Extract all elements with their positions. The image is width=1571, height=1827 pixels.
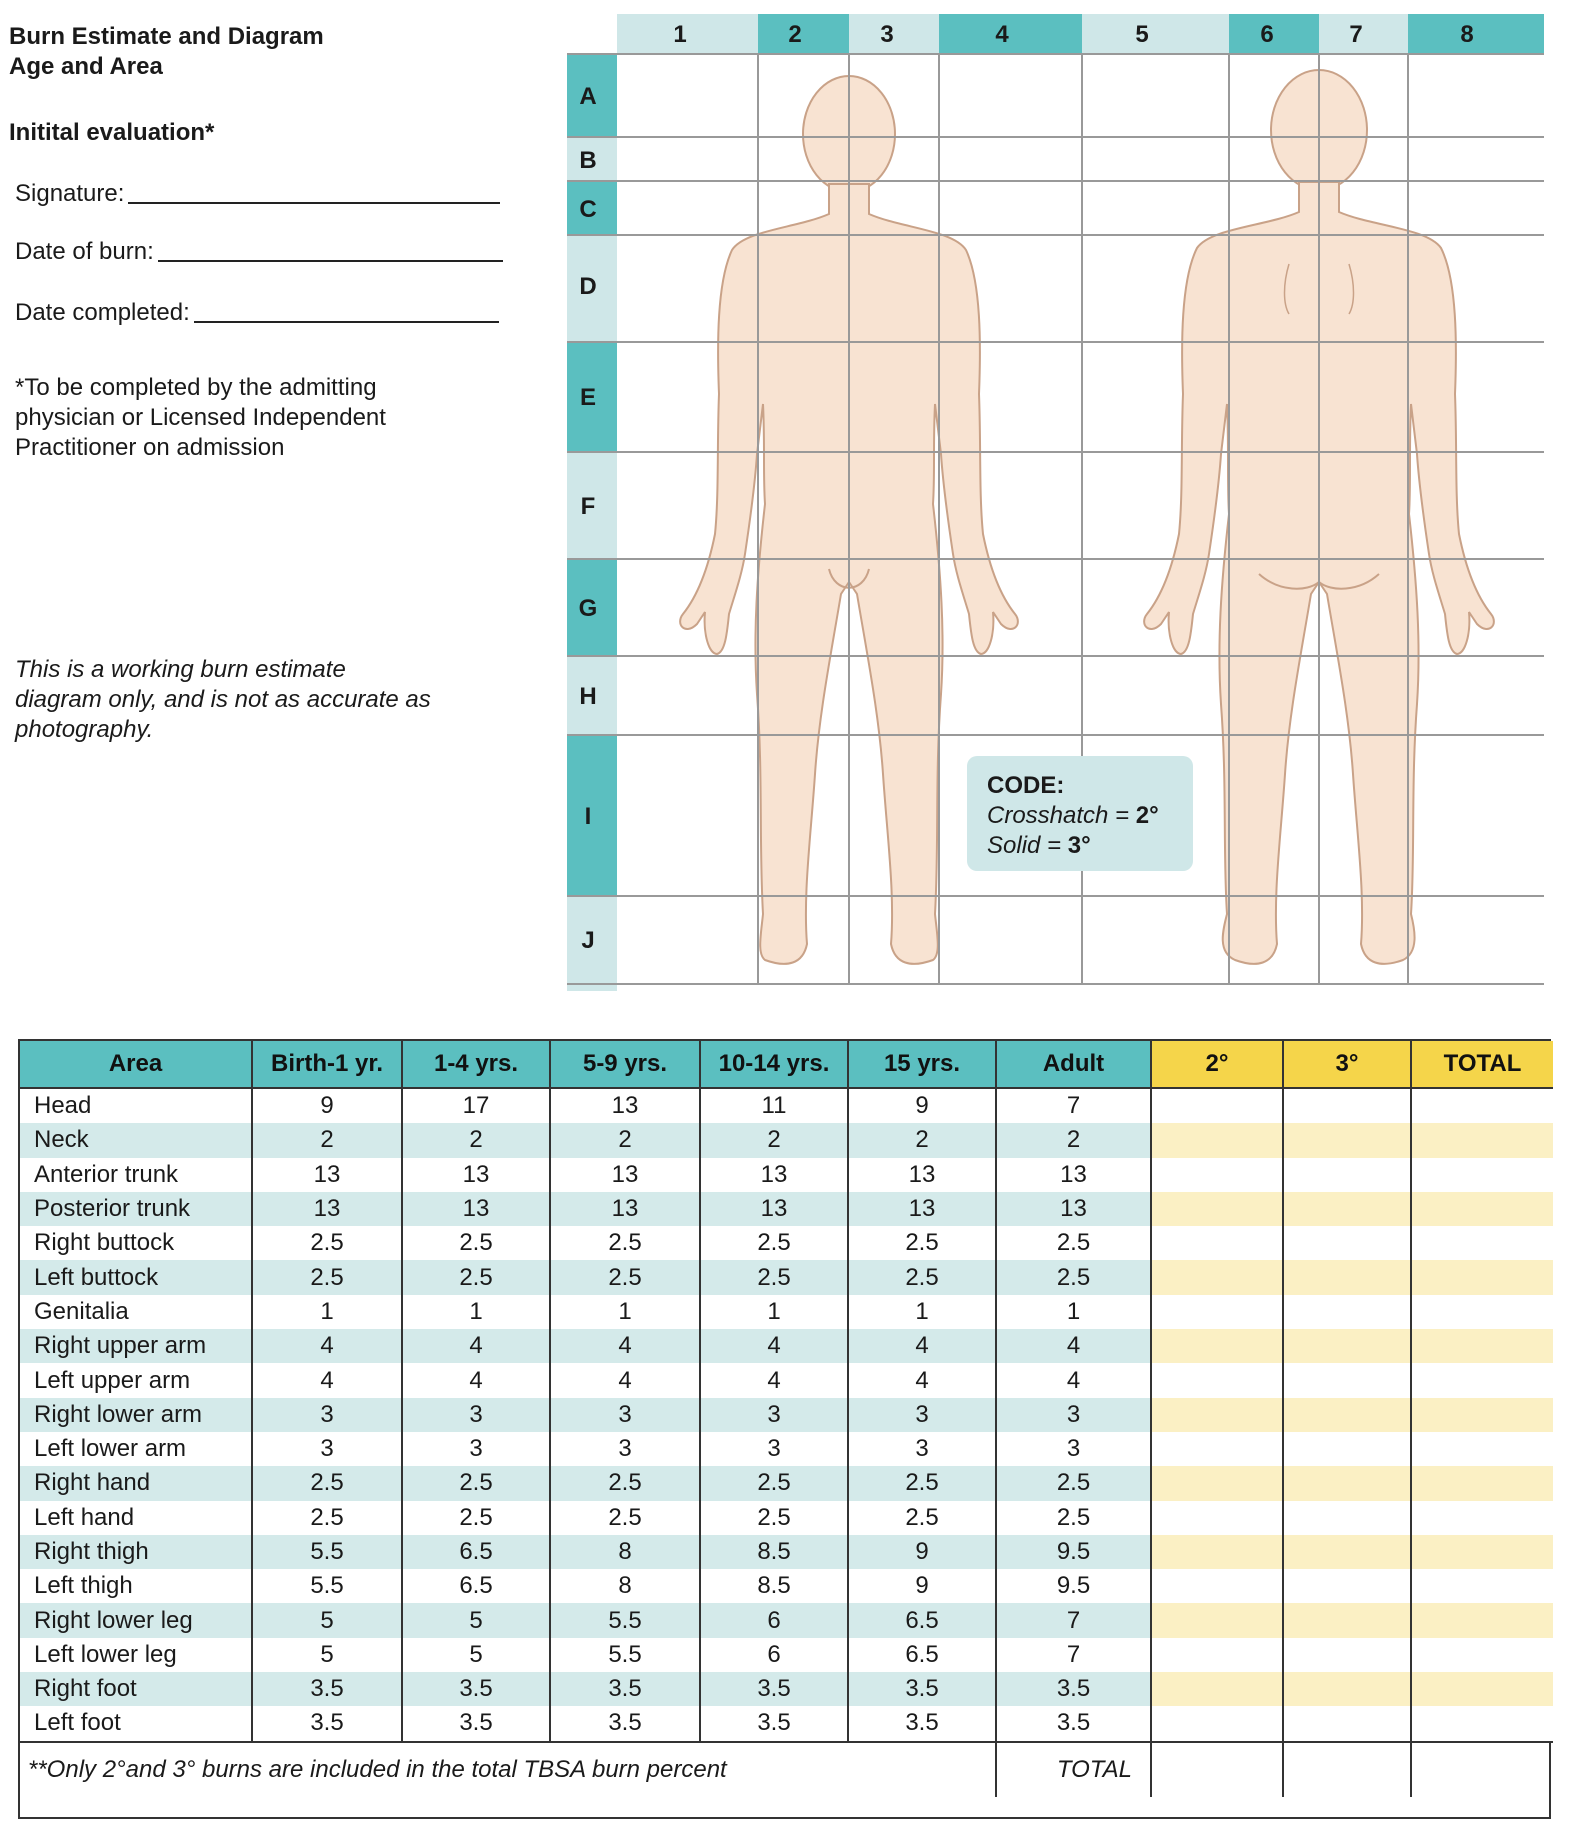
percentage-cell: 13 xyxy=(252,1158,402,1192)
third-degree-entry[interactable] xyxy=(1283,1295,1411,1329)
total-entry[interactable] xyxy=(1411,1295,1553,1329)
percentage-cell: 2.5 xyxy=(550,1260,700,1294)
percentage-cell: 3 xyxy=(996,1432,1151,1466)
total-entry[interactable] xyxy=(1411,1706,1553,1741)
percentage-cell: 9 xyxy=(848,1088,996,1123)
table-row xyxy=(20,1363,1553,1397)
percentage-cell: 4 xyxy=(252,1363,402,1397)
percentage-cell: 2.5 xyxy=(848,1226,996,1260)
code-crosshatch-label: Crosshatch = xyxy=(987,802,1130,829)
percentage-cell: 1 xyxy=(848,1295,996,1329)
percentage-cell: 13 xyxy=(550,1192,700,1226)
total-entry[interactable] xyxy=(1411,1569,1553,1603)
area-name-cell: Left lower leg xyxy=(34,1640,177,1668)
table-row xyxy=(20,1088,1553,1123)
percentage-cell: 2.5 xyxy=(700,1466,848,1500)
column-label-8: 8 xyxy=(1460,21,1474,48)
second-degree-entry[interactable] xyxy=(1151,1603,1283,1637)
code-solid xyxy=(987,832,1091,860)
percentage-cell: 9.5 xyxy=(996,1535,1151,1569)
third-degree-entry[interactable] xyxy=(1283,1466,1411,1500)
column-label-2: 2 xyxy=(788,21,802,48)
percentage-cell: 2 xyxy=(700,1123,848,1157)
percentage-cell: 5 xyxy=(252,1638,402,1672)
row-label-c: C xyxy=(579,196,597,223)
percentage-cell: 2 xyxy=(848,1123,996,1157)
row-label-h: H xyxy=(579,683,597,710)
percentage-cell: 2.5 xyxy=(402,1226,550,1260)
area-name-cell: Anterior trunk xyxy=(34,1160,179,1188)
column-label-4: 4 xyxy=(995,21,1009,48)
table-row xyxy=(20,1432,1553,1466)
percentage-cell: 4 xyxy=(550,1329,700,1363)
percentage-cell: 13 xyxy=(402,1158,550,1192)
column-label-6: 6 xyxy=(1260,21,1274,48)
third-degree-entry[interactable] xyxy=(1283,1501,1411,1535)
table-row xyxy=(20,1569,1553,1603)
code-solid-label: Solid = xyxy=(987,832,1062,859)
column-label-3: 3 xyxy=(880,21,894,48)
code-legend xyxy=(967,756,1193,871)
percentage-cell: 2.5 xyxy=(996,1260,1151,1294)
code-crosshatch-value: 2° xyxy=(1135,802,1159,829)
percentage-cell: 13 xyxy=(996,1192,1151,1226)
total-entry[interactable] xyxy=(1411,1638,1553,1672)
percentage-cell: 2.5 xyxy=(848,1260,996,1294)
column-header: 15 yrs. xyxy=(848,1041,996,1088)
date-of-burn-line[interactable] xyxy=(158,260,503,262)
percentage-cell: 2.5 xyxy=(996,1226,1151,1260)
percentage-cell: 3.5 xyxy=(550,1672,700,1706)
table-row xyxy=(20,1226,1553,1260)
signature-field[interactable] xyxy=(15,180,500,208)
percentage-cell: 3 xyxy=(700,1432,848,1466)
code-solid-value: 3° xyxy=(1067,832,1091,859)
percentage-cell: 3 xyxy=(252,1398,402,1432)
percentage-cell: 3.5 xyxy=(700,1672,848,1706)
admission-note: *To be completed by the admitting physician or Licensed Independent Practitioner on admission xyxy=(15,374,386,461)
table-row xyxy=(20,1638,1553,1672)
percentage-cell: 7 xyxy=(996,1603,1151,1637)
third-degree-entry[interactable] xyxy=(1283,1158,1411,1192)
date-completed-label: Date completed: xyxy=(15,299,190,326)
row-label-i: I xyxy=(584,803,592,830)
percentage-cell: 13 xyxy=(700,1158,848,1192)
percentage-cell: 1 xyxy=(550,1295,700,1329)
percentage-cell: 2.5 xyxy=(700,1226,848,1260)
column-header-1 xyxy=(617,14,758,54)
percentage-cell: 13 xyxy=(848,1158,996,1192)
total-entry[interactable] xyxy=(1411,1158,1553,1192)
column-header-bars xyxy=(617,14,1544,54)
percentage-cell: 5 xyxy=(402,1603,550,1637)
date-of-burn-field[interactable] xyxy=(15,238,503,266)
percentage-cell: 2.5 xyxy=(550,1226,700,1260)
percentage-cell: 3.5 xyxy=(996,1672,1151,1706)
percentage-cell: 4 xyxy=(848,1329,996,1363)
percentage-cell: 3 xyxy=(996,1398,1151,1432)
percentage-cell: 3 xyxy=(402,1432,550,1466)
signature-label: Signature: xyxy=(15,180,125,207)
percentage-cell: 2.5 xyxy=(848,1466,996,1500)
percentage-cell: 5.5 xyxy=(550,1603,700,1637)
percentage-cell: 4 xyxy=(252,1329,402,1363)
percentage-cell: 9 xyxy=(252,1088,402,1123)
percentage-cell: 9 xyxy=(848,1569,996,1603)
percentage-cell: 8.5 xyxy=(700,1569,848,1603)
percentage-cell: 3 xyxy=(700,1398,848,1432)
percentage-cell: 3 xyxy=(252,1432,402,1466)
total-entry[interactable] xyxy=(1411,1672,1553,1706)
table-header-row xyxy=(20,1041,1553,1088)
percentage-cell: 4 xyxy=(700,1329,848,1363)
table-row xyxy=(20,1260,1553,1294)
total-entry[interactable] xyxy=(1411,1226,1553,1260)
percentage-cell: 1 xyxy=(252,1295,402,1329)
percentage-cell: 3.5 xyxy=(848,1706,996,1741)
third-degree-entry[interactable] xyxy=(1283,1432,1411,1466)
row-label-g: G xyxy=(578,595,598,622)
table-row xyxy=(20,1192,1553,1226)
third-degree-entry[interactable] xyxy=(1283,1535,1411,1569)
table-row xyxy=(20,1329,1553,1363)
percentage-cell: 4 xyxy=(848,1363,996,1397)
row-label-d: D xyxy=(579,273,597,300)
column-label-7: 7 xyxy=(1349,21,1363,48)
column-header: 2° xyxy=(1151,1041,1283,1088)
percentage-cell: 3.5 xyxy=(996,1706,1151,1741)
percentage-cell: 1 xyxy=(700,1295,848,1329)
total-entry[interactable] xyxy=(1411,1363,1553,1397)
percentage-cell: 2 xyxy=(252,1123,402,1157)
percentage-cell: 4 xyxy=(996,1363,1151,1397)
total-entry[interactable] xyxy=(1411,1603,1553,1637)
percentage-cell: 3.5 xyxy=(252,1672,402,1706)
column-header: Adult xyxy=(996,1041,1151,1088)
area-name-cell: Right upper arm xyxy=(20,1329,252,1363)
second-degree-entry[interactable] xyxy=(1151,1501,1283,1535)
percentage-cell: 3.5 xyxy=(700,1706,848,1741)
percentage-cell: 6.5 xyxy=(402,1569,550,1603)
percentage-cell: 2.5 xyxy=(550,1501,700,1535)
total-entry[interactable] xyxy=(1411,1123,1553,1157)
percentage-cell: 3.5 xyxy=(848,1672,996,1706)
column-header: Birth-1 yr. xyxy=(252,1041,402,1088)
date-completed-line[interactable] xyxy=(194,321,499,323)
percentage-cell: 7 xyxy=(996,1638,1151,1672)
third-degree-total[interactable] xyxy=(1283,1742,1411,1797)
total-entry[interactable] xyxy=(1411,1432,1553,1466)
area-name-cell: Right lower arm xyxy=(20,1398,252,1432)
third-degree-entry[interactable] xyxy=(1283,1603,1411,1637)
percentage-cell: 2 xyxy=(996,1123,1151,1157)
percentage-cell: 13 xyxy=(700,1192,848,1226)
body-diagram xyxy=(567,14,1544,991)
percentage-cell: 2.5 xyxy=(700,1260,848,1294)
percentage-cell: 8 xyxy=(550,1569,700,1603)
percentage-cell: 4 xyxy=(550,1363,700,1397)
row-label-a: A xyxy=(579,83,597,110)
percentage-cell: 6.5 xyxy=(848,1603,996,1637)
percentage-cell: 3.5 xyxy=(402,1706,550,1741)
column-header-3 xyxy=(849,14,939,54)
column-header: 3° xyxy=(1283,1041,1411,1088)
area-name-cell: Posterior trunk xyxy=(20,1192,252,1226)
percentage-cell: 3.5 xyxy=(550,1706,700,1741)
total-entry[interactable] xyxy=(1411,1088,1553,1123)
area-name-cell: Head xyxy=(34,1092,92,1120)
percentage-cell: 13 xyxy=(848,1192,996,1226)
percentage-cell: 2.5 xyxy=(402,1501,550,1535)
table-row xyxy=(20,1466,1553,1500)
percentage-cell: 13 xyxy=(402,1192,550,1226)
percentage-cell: 2.5 xyxy=(252,1466,402,1500)
table-row xyxy=(20,1398,1553,1432)
percentage-cell: 3 xyxy=(550,1398,700,1432)
total-entry[interactable] xyxy=(1411,1535,1553,1569)
row-label-e: E xyxy=(579,384,597,411)
code-title: CODE: xyxy=(987,772,1065,799)
second-degree-entry[interactable] xyxy=(1151,1672,1283,1706)
percentage-cell: 6.5 xyxy=(402,1535,550,1569)
percentage-cell: 4 xyxy=(402,1363,550,1397)
second-degree-entry[interactable] xyxy=(1151,1398,1283,1432)
percentage-cell: 4 xyxy=(402,1329,550,1363)
percentage-cell: 2.5 xyxy=(252,1501,402,1535)
percentage-cell: 3 xyxy=(848,1432,996,1466)
total-entry[interactable] xyxy=(1411,1501,1553,1535)
burn-percentage-table xyxy=(18,1039,1551,1819)
area-name-cell: Left hand xyxy=(34,1503,135,1531)
percentage-cell: 6.5 xyxy=(848,1638,996,1672)
percentage-cell: 13 xyxy=(996,1158,1151,1192)
table-row xyxy=(20,1603,1553,1637)
area-name-cell: Left upper arm xyxy=(34,1366,191,1394)
percentage-cell: 7 xyxy=(996,1088,1151,1123)
percentage-cell: 3 xyxy=(402,1398,550,1432)
third-degree-entry[interactable] xyxy=(1283,1329,1411,1363)
table-row xyxy=(20,1295,1553,1329)
table-row xyxy=(20,1501,1553,1535)
third-degree-entry[interactable] xyxy=(1283,1363,1411,1397)
area-name-cell: Right hand xyxy=(20,1466,252,1500)
third-degree-entry[interactable] xyxy=(1283,1672,1411,1706)
column-header: 10-14 yrs. xyxy=(700,1041,848,1088)
column-header: Area xyxy=(20,1041,252,1088)
area-name-cell: Left thigh xyxy=(34,1572,133,1600)
second-degree-entry[interactable] xyxy=(1151,1123,1283,1157)
date-completed-field[interactable] xyxy=(15,299,499,327)
second-degree-entry[interactable] xyxy=(1151,1432,1283,1466)
second-degree-entry[interactable] xyxy=(1151,1295,1283,1329)
percentage-cell: 3 xyxy=(848,1398,996,1432)
third-degree-entry[interactable] xyxy=(1283,1638,1411,1672)
percentage-cell: 6 xyxy=(700,1603,848,1637)
percentage-cell: 11 xyxy=(700,1088,848,1123)
percentage-cell: 6 xyxy=(700,1638,848,1672)
percentage-cell: 13 xyxy=(550,1088,700,1123)
percentage-cell: 2.5 xyxy=(996,1501,1151,1535)
table-row xyxy=(20,1123,1553,1157)
total-entry[interactable] xyxy=(1411,1398,1553,1432)
table-footer-row xyxy=(20,1742,1553,1797)
area-name-cell: Genitalia xyxy=(34,1297,129,1325)
percentage-cell: 9 xyxy=(848,1535,996,1569)
percentage-cell: 2.5 xyxy=(252,1260,402,1294)
percentage-cell: 2.5 xyxy=(996,1466,1151,1500)
column-header: 5-9 yrs. xyxy=(550,1041,700,1088)
accuracy-disclaimer: This is a working burn estimate diagram only, and is not as accurate as photography. xyxy=(15,656,431,743)
percentage-cell: 2.5 xyxy=(550,1466,700,1500)
second-degree-entry[interactable] xyxy=(1151,1535,1283,1569)
signature-line[interactable] xyxy=(128,202,500,204)
form-subtitle: Age and Area xyxy=(9,53,163,80)
form-title: Burn Estimate and Diagram xyxy=(9,23,324,50)
evaluation-heading: Initital evaluation* xyxy=(9,119,215,146)
table-row xyxy=(20,1706,1553,1741)
percentage-cell: 5.5 xyxy=(252,1535,402,1569)
table-row xyxy=(20,1535,1553,1569)
second-degree-entry[interactable] xyxy=(1151,1363,1283,1397)
column-label-1: 1 xyxy=(673,21,687,48)
row-label-j: J xyxy=(581,927,595,954)
second-degree-entry[interactable] xyxy=(1151,1158,1283,1192)
percentage-cell: 8 xyxy=(550,1535,700,1569)
percentage-cell: 2 xyxy=(402,1123,550,1157)
percentage-cell: 2.5 xyxy=(402,1466,550,1500)
area-name-cell: Left buttock xyxy=(20,1260,252,1294)
percentage-cell: 3.5 xyxy=(252,1706,402,1741)
total-entry[interactable] xyxy=(1411,1329,1553,1363)
third-degree-entry[interactable] xyxy=(1283,1192,1411,1226)
third-degree-entry[interactable] xyxy=(1283,1260,1411,1294)
second-degree-entry[interactable] xyxy=(1151,1192,1283,1226)
percentage-cell: 2 xyxy=(550,1123,700,1157)
area-name-cell: Right lower leg xyxy=(20,1603,252,1637)
row-label-f: F xyxy=(580,493,596,520)
percentage-cell: 2.5 xyxy=(700,1501,848,1535)
percentage-cell: 8.5 xyxy=(700,1535,848,1569)
second-degree-entry[interactable] xyxy=(1151,1226,1283,1260)
percentage-cell: 5 xyxy=(402,1638,550,1672)
percentage-cell: 4 xyxy=(700,1363,848,1397)
percentage-cell: 1 xyxy=(996,1295,1151,1329)
second-degree-entry[interactable] xyxy=(1151,1088,1283,1123)
percentage-cell: 3 xyxy=(550,1432,700,1466)
percentage-cell: 17 xyxy=(402,1088,550,1123)
second-degree-entry[interactable] xyxy=(1151,1329,1283,1363)
column-header-5 xyxy=(1082,14,1229,54)
area-name-cell: Left foot xyxy=(34,1709,121,1737)
column-header-2 xyxy=(758,14,849,54)
code-crosshatch xyxy=(987,802,1159,830)
column-header: TOTAL xyxy=(1411,1041,1553,1088)
area-name-cell: Right thigh xyxy=(20,1535,252,1569)
second-degree-entry[interactable] xyxy=(1151,1706,1283,1741)
row-header-i xyxy=(567,735,617,896)
row-label-b: B xyxy=(579,147,597,174)
third-degree-entry[interactable] xyxy=(1283,1123,1411,1157)
percentage-cell: 5 xyxy=(252,1603,402,1637)
percentage-cell: 2.5 xyxy=(402,1260,550,1294)
column-header-8 xyxy=(1408,14,1544,54)
column-header-4 xyxy=(939,14,1082,54)
third-degree-entry[interactable] xyxy=(1283,1706,1411,1741)
second-degree-entry[interactable] xyxy=(1151,1466,1283,1500)
percentage-cell: 13 xyxy=(550,1158,700,1192)
second-degree-entry[interactable] xyxy=(1151,1260,1283,1294)
third-degree-entry[interactable] xyxy=(1283,1398,1411,1432)
table-row xyxy=(20,1158,1553,1192)
column-header-7 xyxy=(1319,14,1408,54)
third-degree-entry[interactable] xyxy=(1283,1569,1411,1603)
percentage-cell: 13 xyxy=(252,1192,402,1226)
tbsa-footnote: **Only 2°and 3° burns are included in the total TBSA burn percent xyxy=(20,1742,996,1797)
second-degree-entry[interactable] xyxy=(1151,1569,1283,1603)
percentage-cell: 5.5 xyxy=(550,1638,700,1672)
total-entry[interactable] xyxy=(1411,1192,1553,1226)
grand-total[interactable] xyxy=(1411,1742,1553,1797)
area-name-cell: Left lower arm xyxy=(34,1435,187,1463)
percentage-cell: 2.5 xyxy=(252,1226,402,1260)
row-header-bars xyxy=(567,54,617,991)
total-entry[interactable] xyxy=(1411,1466,1553,1500)
second-degree-total[interactable] xyxy=(1151,1742,1283,1797)
third-degree-entry[interactable] xyxy=(1283,1226,1411,1260)
third-degree-entry[interactable] xyxy=(1283,1088,1411,1123)
column-label-5: 5 xyxy=(1135,21,1149,48)
area-name-cell: Right foot xyxy=(20,1672,252,1706)
percentage-cell: 4 xyxy=(996,1329,1151,1363)
age-area-table xyxy=(20,1041,1553,1797)
percentage-cell: 3.5 xyxy=(402,1672,550,1706)
percentage-cell: 5.5 xyxy=(252,1569,402,1603)
column-header: 1-4 yrs. xyxy=(402,1041,550,1088)
date-of-burn-label: Date of burn: xyxy=(15,238,154,265)
second-degree-entry[interactable] xyxy=(1151,1638,1283,1672)
column-header-6 xyxy=(1229,14,1319,54)
percentage-cell: 1 xyxy=(402,1295,550,1329)
total-entry[interactable] xyxy=(1411,1260,1553,1294)
percentage-cell: 9.5 xyxy=(996,1569,1151,1603)
percentage-cell: 2.5 xyxy=(848,1501,996,1535)
total-label: TOTAL xyxy=(996,1742,1151,1797)
area-name-cell: Neck xyxy=(20,1123,252,1157)
table-row xyxy=(20,1672,1553,1706)
area-name-cell: Right buttock xyxy=(34,1229,175,1257)
